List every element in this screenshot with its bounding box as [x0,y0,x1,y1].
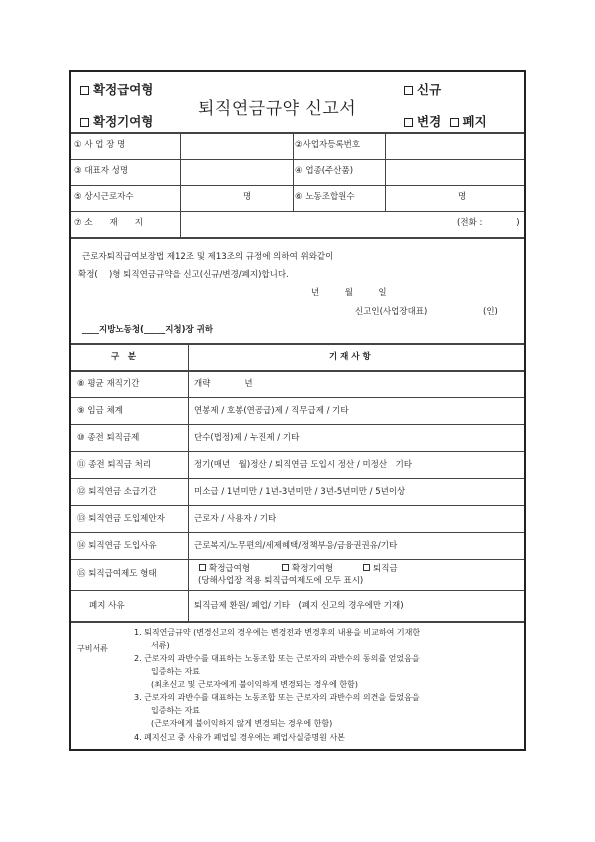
doc-line: 2. 근로자의 과반수를 대표하는 노동조합 또는 근로자의 과반수의 동의를 얻었음을 [134,654,420,663]
page-title: 퇴직연금규약 신고서 [198,99,357,119]
reporter-label: 신고인(사업장대표) [355,307,428,317]
pension-type-option[interactable]: 퇴직금 [363,564,398,574]
checkbox-icon[interactable] [80,118,89,127]
form-frame [69,70,526,751]
pension-type-note: (당해사업장 적용 퇴직급여제도에 모두 표시) [198,576,364,586]
divider [71,211,524,212]
row-content[interactable]: 정기(매년 월)정산 / 퇴직연금 도입시 정산 / 미정산 기타 [194,460,413,470]
divider [293,132,294,211]
row-label: ⑫ 퇴직연금 소급기간 [77,487,157,497]
label-industry: ④ 업종(주산품) [295,166,354,176]
seal-mark: (인) [483,307,498,317]
workers-unit[interactable]: 명 [243,192,252,202]
row-label: ⑨ 임금 체계 [77,406,123,416]
row-content[interactable]: 근로복지/노무편의/세제혜택/정책부응/금융권권유/기타 [194,541,398,551]
doc-line: 1. 퇴직연금규약 (변경신고의 경우에는 변경전과 변경후의 내용을 비교하여 기재한 [134,628,421,637]
divider [71,159,524,160]
representative-field[interactable] [182,161,291,184]
divider [385,132,386,211]
divider [180,132,181,237]
checkbox-icon[interactable] [450,118,459,127]
divider [71,237,524,239]
table-header-content: 기 재 사 항 [329,352,371,362]
declaration-line-1: 근로자퇴직급여보장법 제12조 및 제13조의 규정에 의하여 위와같이 [82,252,334,262]
row-label: 폐지 사유 [89,601,125,611]
checkbox-icon[interactable] [404,86,413,95]
row-label: ⑬ 퇴직연금 도입제안자 [77,514,165,524]
pension-type-option[interactable]: 확정급여형 [199,564,250,574]
option-defined-benefit[interactable]: 확정급여형 [80,80,153,98]
divider [71,590,524,591]
pension-type-option[interactable]: 확정기여형 [282,564,333,574]
divider [188,343,189,621]
option-new[interactable]: 신규 [404,80,441,98]
label-union-members: ⑥ 노동조합원수 [295,192,355,202]
label-location: ⑦ 소 재 지 [74,218,143,228]
option-defined-contribution[interactable]: 확정기여형 [80,112,153,130]
doc-line: (최초신고 및 근로자에게 불이익하게 변경되는 경우에 한함) [151,680,358,689]
divider [71,621,524,623]
business-name-field[interactable] [182,134,291,158]
divider [71,451,524,452]
checkbox-icon[interactable] [363,564,370,571]
divider [71,397,524,398]
option-change-abolish: 변경 폐지 [404,112,487,130]
divider [71,343,524,345]
divider [71,559,524,560]
label-representative: ③ 대표자 성명 [74,166,129,176]
label-business-reg-no: ②사업자등록번호 [295,140,361,150]
checkbox-icon[interactable] [282,564,289,571]
label-workers: ⑤ 상시근로자수 [74,192,134,202]
divider [71,424,524,425]
divider [71,505,524,506]
divider [71,185,524,186]
business-reg-no-field[interactable] [387,134,522,158]
row-label: ⑭ 퇴직연금 도입사유 [77,541,157,551]
row-label: ⑩ 종전 퇴직금제 [77,433,140,443]
checkbox-icon[interactable] [199,564,206,571]
doc-line: 입증하는 자료 [151,706,200,715]
phone-field[interactable]: (전화 : ) [457,218,520,228]
doc-line: 3. 근로자의 과반수를 대표하는 노동조합 또는 근로자의 과반수의 의견을 들었음을 [134,693,420,702]
declaration-line-2: 확정( )형 퇴직연금규약을 신고(신규/변경/폐지)합니다. [78,270,289,280]
row-label: ⑧ 평균 재직기간 [77,379,140,389]
label-business-name: ① 사 업 장 명 [74,140,126,150]
row-content[interactable]: 단수(법정)제 / 누진제 / 기타 [194,433,300,443]
industry-field[interactable] [387,161,522,184]
checkbox-icon[interactable] [80,86,89,95]
row-content[interactable]: 근로자 / 사용자 / 기타 [194,514,277,524]
table-header-category: 구 분 [111,352,136,362]
declaration-date[interactable]: 년 월 일 [311,288,387,298]
doc-line: 4. 폐지신고 중 사유가 폐업일 경우에는 폐업사실증명원 사본 [134,733,345,742]
divider [71,370,524,372]
row-label: ⑮ 퇴직급여제도 형태 [77,569,157,579]
row-content[interactable]: 개략 년 [194,379,253,389]
divider [71,532,524,533]
divider [71,478,524,479]
row-content[interactable]: 연봉제 / 호봉(연공급)제 / 직무급제 / 기타 [194,406,349,416]
docs-label: 구비서류 [77,644,108,653]
row-label: ⑪ 종전 퇴직금 처리 [77,460,152,470]
row-content[interactable]: 퇴직금제 환원/ 폐업/ 기타 (폐지 신고의 경우에만 기재) [194,601,404,611]
recipient: ____지방노동청(_____지청)장 귀하 [82,325,214,335]
union-unit[interactable]: 명 [458,192,467,202]
row-content[interactable]: 미소급 / 1년미만 / 1년-3년미만 / 3년-5년미만 / 5년이상 [194,487,406,497]
doc-line: 입증하는 자료 [151,667,200,676]
checkbox-icon[interactable] [404,118,413,127]
doc-line: (근로자에게 불이익하지 않게 변경되는 경우에 한함) [151,719,333,728]
doc-line: 서류) [151,641,170,650]
